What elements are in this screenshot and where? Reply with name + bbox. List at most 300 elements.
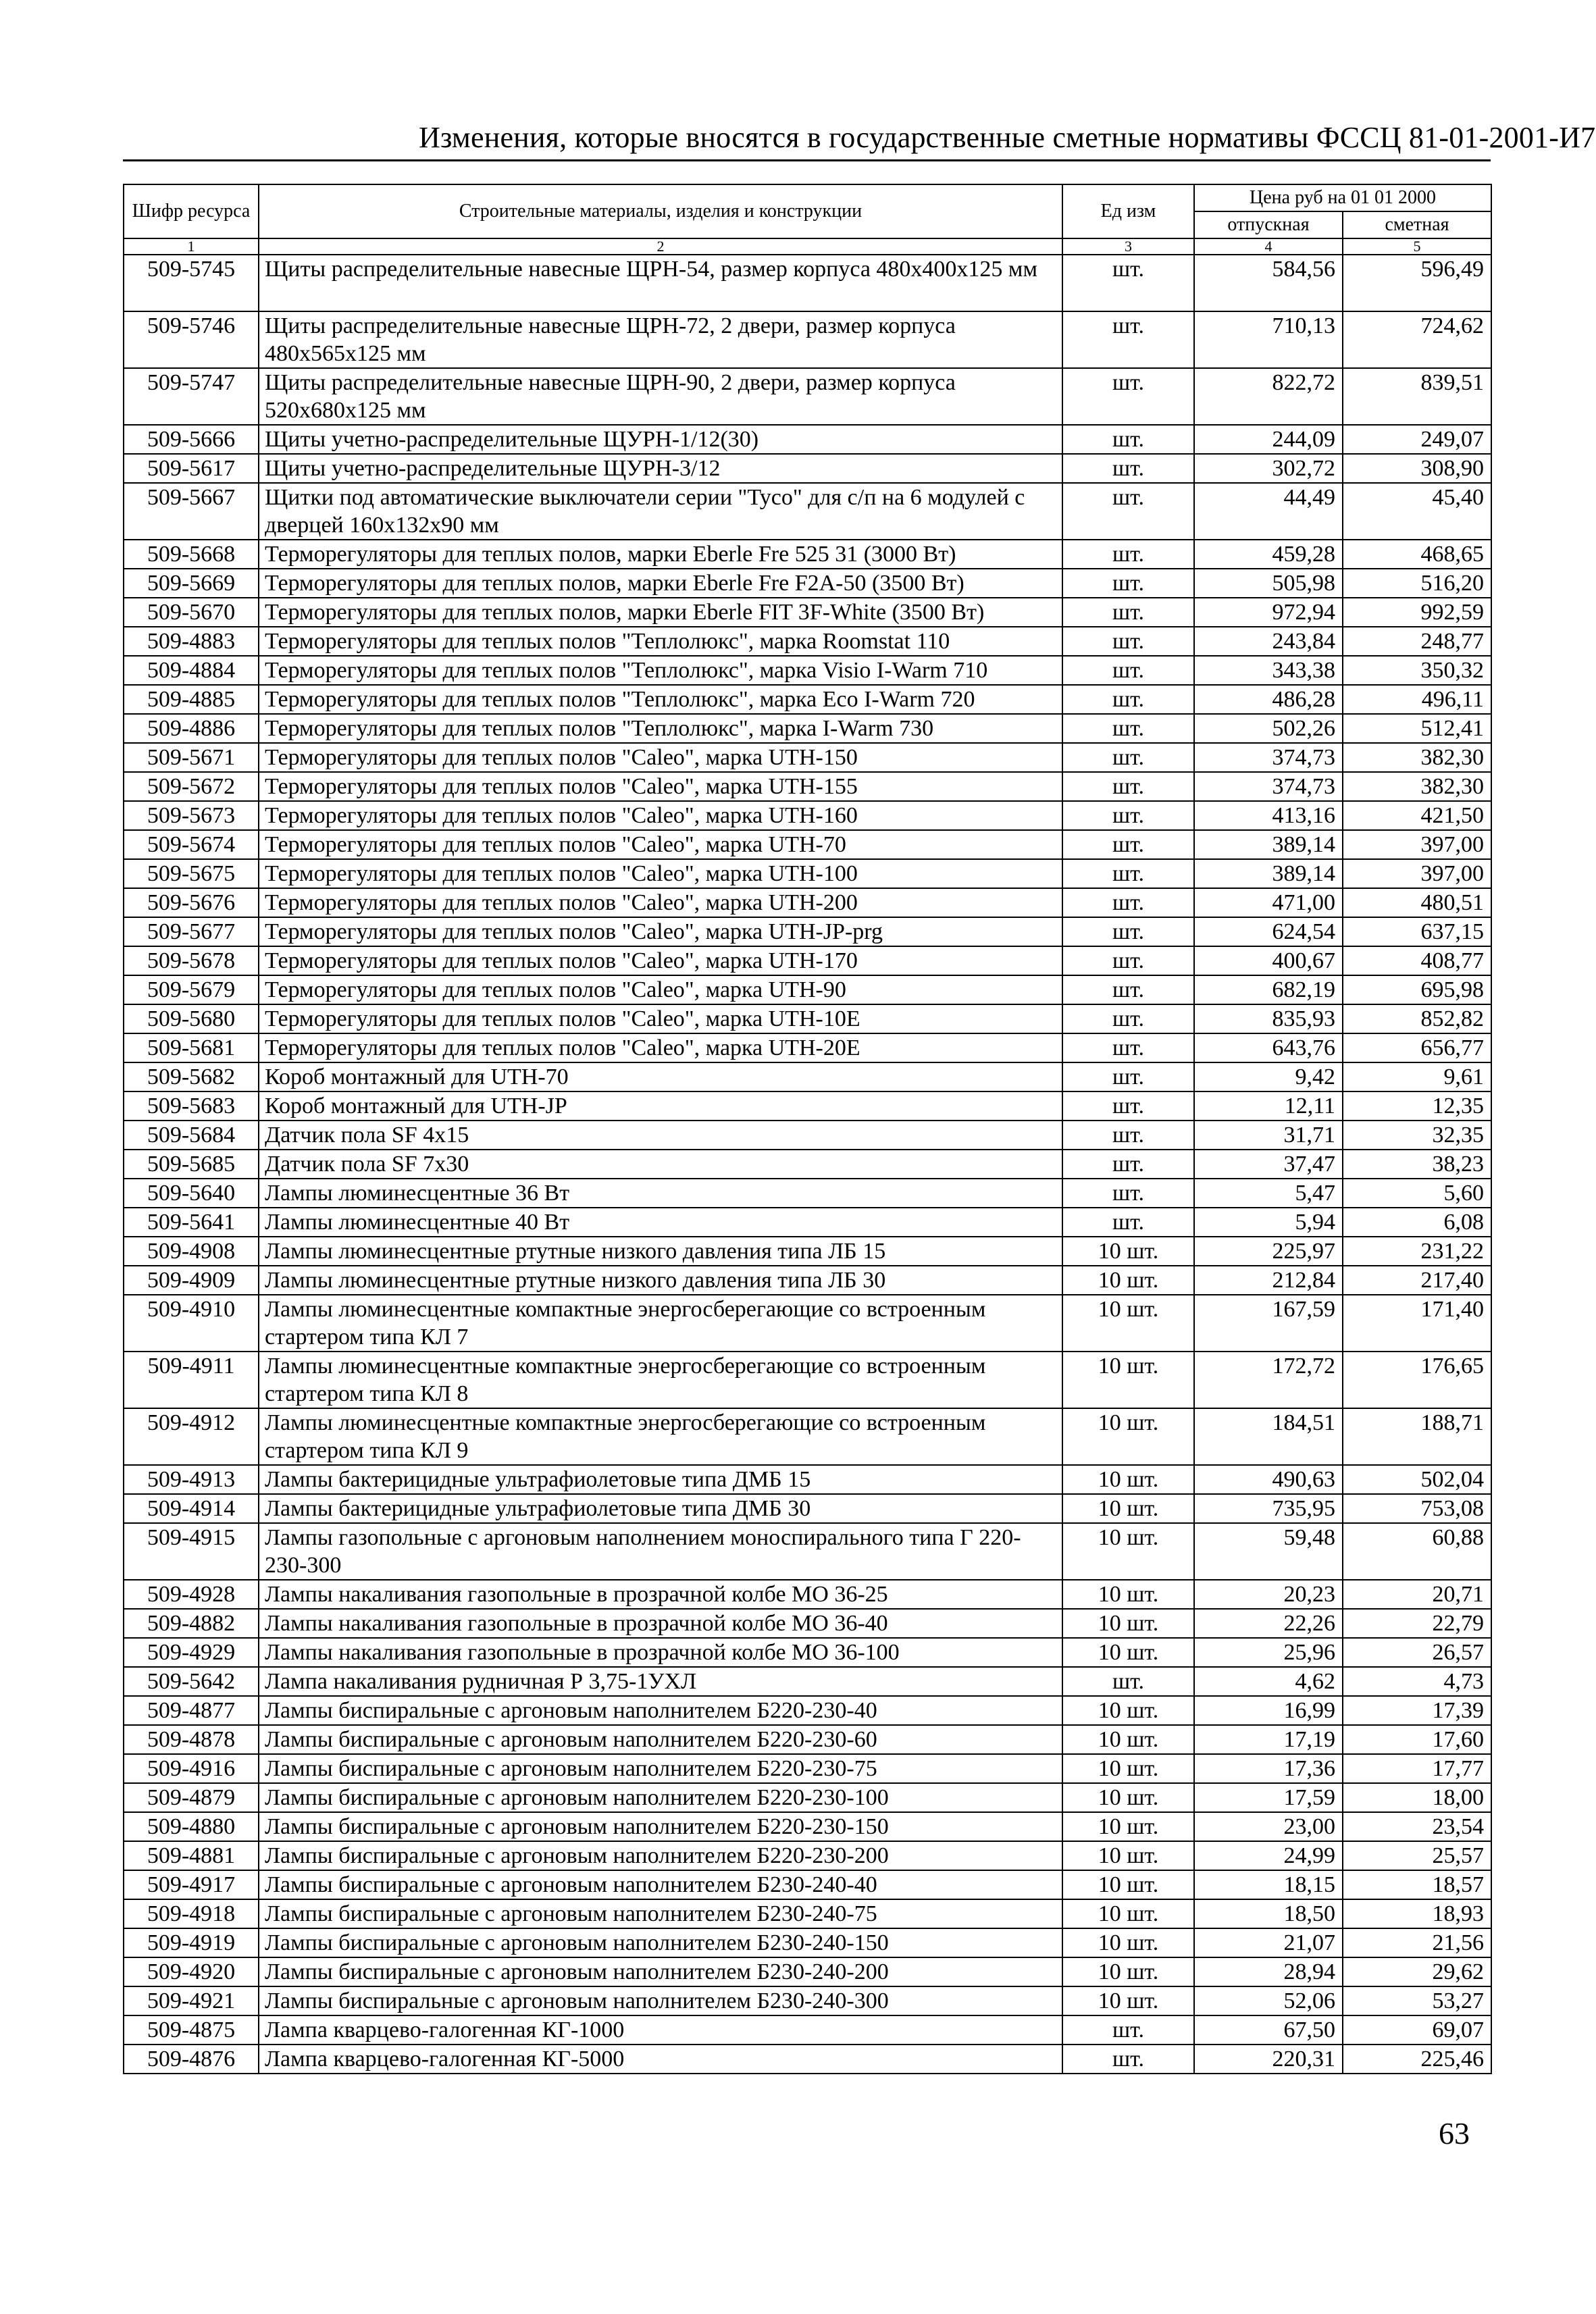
unit-cell: 10 шт. <box>1062 1899 1194 1928</box>
col-header-code: Шифр ресурса <box>124 184 259 238</box>
release-price: 28,94 <box>1194 1957 1343 1986</box>
release-price: 972,94 <box>1194 598 1343 627</box>
table-head <box>124 184 1491 255</box>
unit-cell: шт. <box>1062 1004 1194 1033</box>
unit-cell: шт. <box>1062 656 1194 685</box>
release-price: 67,50 <box>1194 2015 1343 2045</box>
estimate-price: 60,88 <box>1343 1523 1491 1580</box>
resource-code: 509-5676 <box>124 888 259 917</box>
resource-code: 509-4928 <box>124 1580 259 1609</box>
release-price: 4,62 <box>1194 1667 1343 1696</box>
table-row <box>124 1004 1491 1033</box>
unit-cell: шт. <box>1062 1179 1194 1208</box>
release-price: 18,50 <box>1194 1899 1343 1928</box>
resource-code: 509-4879 <box>124 1783 259 1812</box>
release-price: 25,96 <box>1194 1638 1343 1667</box>
material-name: Терморегуляторы для теплых полов "Caleo", марка UTH-200 <box>259 888 1062 917</box>
resource-code: 509-4886 <box>124 714 259 743</box>
table-row <box>124 685 1491 714</box>
resource-code: 509-5677 <box>124 917 259 946</box>
table-row <box>124 598 1491 627</box>
unit-cell: 10 шт. <box>1062 1638 1194 1667</box>
estimate-price: 53,27 <box>1343 1986 1491 2015</box>
estimate-price: 248,77 <box>1343 627 1491 656</box>
unit-cell: 10 шт. <box>1062 1494 1194 1523</box>
table-row <box>124 255 1491 311</box>
estimate-price: 176,65 <box>1343 1352 1491 1408</box>
estimate-price: 22,79 <box>1343 1609 1491 1638</box>
material-name: Лампы биспиральные с аргоновым наполнителем Б220-230-60 <box>259 1725 1062 1754</box>
unit-cell: 10 шт. <box>1062 1408 1194 1465</box>
table-row <box>124 656 1491 685</box>
table-row <box>124 1266 1491 1295</box>
release-price: 44,49 <box>1194 483 1343 540</box>
resource-code: 509-5641 <box>124 1208 259 1237</box>
col-index-4: 4 <box>1194 238 1343 255</box>
material-name: Щиты учетно-распределительные ЩУРН-1/12(30) <box>259 425 1062 454</box>
table-row <box>124 425 1491 454</box>
material-name: Лампы биспиральные с аргоновым наполнителем Б230-240-300 <box>259 1986 1062 2015</box>
release-price: 471,00 <box>1194 888 1343 917</box>
release-price: 490,63 <box>1194 1465 1343 1494</box>
estimate-price: 20,71 <box>1343 1580 1491 1609</box>
resource-code: 509-5667 <box>124 483 259 540</box>
resource-code: 509-5747 <box>124 368 259 425</box>
unit-cell: шт. <box>1062 425 1194 454</box>
release-price: 23,00 <box>1194 1812 1343 1841</box>
unit-cell: шт. <box>1062 801 1194 830</box>
col-header-price-group: Цена руб на 01 01 2000 <box>1194 184 1491 211</box>
material-name: Лампы накаливания газопольные в прозрачной колбе МО 36-40 <box>259 1609 1062 1638</box>
unit-cell: 10 шт. <box>1062 1783 1194 1812</box>
resource-code: 509-4921 <box>124 1986 259 2015</box>
table-row <box>124 1899 1491 1928</box>
resource-code: 509-5669 <box>124 569 259 598</box>
table-row <box>124 1179 1491 1208</box>
material-name: Терморегуляторы для теплых полов "Caleo", марка UTH-155 <box>259 772 1062 801</box>
unit-cell: шт. <box>1062 540 1194 569</box>
table-row <box>124 975 1491 1004</box>
estimate-price: 69,07 <box>1343 2015 1491 2045</box>
estimate-price: 17,60 <box>1343 1725 1491 1754</box>
estimate-price: 308,90 <box>1343 454 1491 483</box>
resource-code: 509-4917 <box>124 1870 259 1899</box>
material-name: Терморегуляторы для теплых полов, марки Eberle FIT 3F-White (3500 Вт) <box>259 598 1062 627</box>
table-row <box>124 1580 1491 1609</box>
table-row <box>124 714 1491 743</box>
material-name: Лампы люминесцентные компактные энергосберегающие со встроенным стартером типа КЛ 9 <box>259 1408 1062 1465</box>
resource-code: 509-4882 <box>124 1609 259 1638</box>
table-row <box>124 1465 1491 1494</box>
release-price: 400,67 <box>1194 946 1343 975</box>
estimate-price: 382,30 <box>1343 743 1491 772</box>
unit-cell: 10 шт. <box>1062 1609 1194 1638</box>
resource-code: 509-5681 <box>124 1033 259 1062</box>
table-row <box>124 1352 1491 1408</box>
estimate-price: 382,30 <box>1343 772 1491 801</box>
table-body <box>124 255 1491 2074</box>
table-row <box>124 1609 1491 1638</box>
material-name: Щиты учетно-распределительные ЩУРН-3/12 <box>259 454 1062 483</box>
estimate-price: 753,08 <box>1343 1494 1491 1523</box>
release-price: 624,54 <box>1194 917 1343 946</box>
estimate-price: 25,57 <box>1343 1841 1491 1870</box>
material-name: Терморегуляторы для теплых полов "Caleo", марка UTH-90 <box>259 975 1062 1004</box>
release-price: 52,06 <box>1194 1986 1343 2015</box>
estimate-price: 852,82 <box>1343 1004 1491 1033</box>
unit-cell: шт. <box>1062 1667 1194 1696</box>
estimate-price: 5,60 <box>1343 1179 1491 1208</box>
table-row <box>124 1150 1491 1179</box>
release-price: 502,26 <box>1194 714 1343 743</box>
resource-code: 509-4878 <box>124 1725 259 1754</box>
unit-cell: шт. <box>1062 830 1194 859</box>
material-name: Терморегуляторы для теплых полов, марки Eberle Fre F2A-50 (3500 Вт) <box>259 569 1062 598</box>
release-price: 584,56 <box>1194 255 1343 311</box>
release-price: 459,28 <box>1194 540 1343 569</box>
material-name: Датчик пола SF 4х15 <box>259 1121 1062 1150</box>
table-row <box>124 1812 1491 1841</box>
table-row <box>124 1928 1491 1957</box>
unit-cell: шт. <box>1062 743 1194 772</box>
resource-code: 509-5680 <box>124 1004 259 1033</box>
material-name: Терморегуляторы для теплых полов "Caleo", марка UTH-100 <box>259 859 1062 888</box>
material-name: Щиты распределительные навесные ЩРН-54, размер корпуса 480х400х125 мм <box>259 255 1062 311</box>
table-row <box>124 627 1491 656</box>
table-row <box>124 946 1491 975</box>
table-row <box>124 540 1491 569</box>
unit-cell: шт. <box>1062 859 1194 888</box>
material-name: Щиты распределительные навесные ЩРН-90, 2 двери, размер корпуса 520х680х125 мм <box>259 368 1062 425</box>
resource-code: 509-4884 <box>124 656 259 685</box>
estimate-price: 23,54 <box>1343 1812 1491 1841</box>
estimate-price: 516,20 <box>1343 569 1491 598</box>
unit-cell: шт. <box>1062 311 1194 368</box>
release-price: 17,36 <box>1194 1754 1343 1783</box>
release-price: 343,38 <box>1194 656 1343 685</box>
release-price: 505,98 <box>1194 569 1343 598</box>
table-row <box>124 569 1491 598</box>
unit-cell: шт. <box>1062 714 1194 743</box>
unit-cell: шт. <box>1062 368 1194 425</box>
table-row <box>124 2045 1491 2074</box>
estimate-price: 408,77 <box>1343 946 1491 975</box>
material-name: Терморегуляторы для теплых полов "Caleo", марка UTH-170 <box>259 946 1062 975</box>
material-name: Лампы люминесцентные компактные энергосберегающие со встроенным стартером типа КЛ 7 <box>259 1295 1062 1352</box>
material-name: Лампы люминесцентные 36 Вт <box>259 1179 1062 1208</box>
estimate-price: 18,93 <box>1343 1899 1491 1928</box>
material-name: Лампы биспиральные с аргоновым наполнителем Б220-230-100 <box>259 1783 1062 1812</box>
unit-cell: 10 шт. <box>1062 1754 1194 1783</box>
release-price: 413,16 <box>1194 801 1343 830</box>
resource-code: 509-4875 <box>124 2015 259 2045</box>
material-name: Лампа кварцево-галогенная КГ-5000 <box>259 2045 1062 2074</box>
release-price: 822,72 <box>1194 368 1343 425</box>
unit-cell: шт. <box>1062 1208 1194 1237</box>
unit-cell: шт. <box>1062 627 1194 656</box>
estimate-price: 724,62 <box>1343 311 1491 368</box>
resource-code: 509-5683 <box>124 1091 259 1121</box>
estimate-price: 231,22 <box>1343 1237 1491 1266</box>
table-row <box>124 1062 1491 1091</box>
resource-code: 509-4911 <box>124 1352 259 1408</box>
unit-cell: 10 шт. <box>1062 1465 1194 1494</box>
table-row <box>124 1121 1491 1150</box>
release-price: 59,48 <box>1194 1523 1343 1580</box>
estimate-price: 38,23 <box>1343 1150 1491 1179</box>
table-row <box>124 830 1491 859</box>
col-header-unit: Ед изм <box>1062 184 1194 238</box>
release-price: 9,42 <box>1194 1062 1343 1091</box>
table-row <box>124 454 1491 483</box>
col-index-2: 2 <box>259 238 1062 255</box>
resource-code: 509-5746 <box>124 311 259 368</box>
unit-cell: 10 шт. <box>1062 1266 1194 1295</box>
unit-cell: шт. <box>1062 888 1194 917</box>
unit-cell: 10 шт. <box>1062 1870 1194 1899</box>
col-header-estimate-price: сметная <box>1343 211 1491 238</box>
page-header: Изменения, которые вносятся в государственные сметные нормативы ФССЦ 81-01-2001-И7 <box>419 121 1596 154</box>
resource-code: 509-5745 <box>124 255 259 311</box>
material-name: Лампа накаливания рудничная Р 3,75-1УХЛ <box>259 1667 1062 1696</box>
estimate-price: 397,00 <box>1343 830 1491 859</box>
estimate-price: 637,15 <box>1343 917 1491 946</box>
material-name: Терморегуляторы для теплых полов "Теплолюкс", марка I-Warm 730 <box>259 714 1062 743</box>
unit-cell: 10 шт. <box>1062 1725 1194 1754</box>
unit-cell: 10 шт. <box>1062 1352 1194 1408</box>
release-price: 710,13 <box>1194 311 1343 368</box>
release-price: 682,19 <box>1194 975 1343 1004</box>
table-row <box>124 2015 1491 2045</box>
header-rule <box>123 159 1491 161</box>
table-row <box>124 1841 1491 1870</box>
release-price: 374,73 <box>1194 772 1343 801</box>
material-name: Короб монтажный для UTH-JP <box>259 1091 1062 1121</box>
resource-code: 509-4880 <box>124 1812 259 1841</box>
unit-cell: шт. <box>1062 569 1194 598</box>
resource-code: 509-5640 <box>124 1179 259 1208</box>
release-price: 486,28 <box>1194 685 1343 714</box>
table-row <box>124 1696 1491 1725</box>
unit-cell: шт. <box>1062 2045 1194 2074</box>
resource-code: 509-4883 <box>124 627 259 656</box>
resource-code: 509-5679 <box>124 975 259 1004</box>
unit-cell: 10 шт. <box>1062 1696 1194 1725</box>
estimate-price: 21,56 <box>1343 1928 1491 1957</box>
estimate-price: 512,41 <box>1343 714 1491 743</box>
table-row <box>124 1667 1491 1696</box>
resource-code: 509-5675 <box>124 859 259 888</box>
resource-code: 509-4912 <box>124 1408 259 1465</box>
material-name: Щитки под автоматические выключатели серии "Tyco" для с/п на 6 модулей с дверцей 160х132х90 мм <box>259 483 1062 540</box>
unit-cell: 10 шт. <box>1062 1523 1194 1580</box>
release-price: 22,26 <box>1194 1609 1343 1638</box>
release-price: 172,72 <box>1194 1352 1343 1408</box>
release-price: 389,14 <box>1194 830 1343 859</box>
table-row <box>124 1091 1491 1121</box>
unit-cell: шт. <box>1062 2015 1194 2045</box>
unit-cell: шт. <box>1062 1033 1194 1062</box>
resource-code: 509-4918 <box>124 1899 259 1928</box>
resource-code: 509-4920 <box>124 1957 259 1986</box>
release-price: 735,95 <box>1194 1494 1343 1523</box>
release-price: 18,15 <box>1194 1870 1343 1899</box>
resource-code: 509-4913 <box>124 1465 259 1494</box>
material-name: Лампы биспиральные с аргоновым наполнителем Б220-230-75 <box>259 1754 1062 1783</box>
resource-code: 509-4919 <box>124 1928 259 1957</box>
col-index-3: 3 <box>1062 238 1194 255</box>
estimate-price: 6,08 <box>1343 1208 1491 1237</box>
estimate-price: 45,40 <box>1343 483 1491 540</box>
resource-code: 509-4876 <box>124 2045 259 2074</box>
unit-cell: шт. <box>1062 255 1194 311</box>
table-row <box>124 483 1491 540</box>
resource-code: 509-5685 <box>124 1150 259 1179</box>
col-index-5: 5 <box>1343 238 1491 255</box>
resource-code: 509-5674 <box>124 830 259 859</box>
estimate-price: 32,35 <box>1343 1121 1491 1150</box>
material-name: Лампы биспиральные с аргоновым наполнителем Б220-230-150 <box>259 1812 1062 1841</box>
unit-cell: 10 шт. <box>1062 1812 1194 1841</box>
unit-cell: шт. <box>1062 1091 1194 1121</box>
estimate-price: 249,07 <box>1343 425 1491 454</box>
table-row <box>124 859 1491 888</box>
table-row <box>124 311 1491 368</box>
table-row <box>124 1638 1491 1667</box>
estimate-price: 171,40 <box>1343 1295 1491 1352</box>
material-name: Лампы люминесцентные ртутные низкого давления типа ЛБ 30 <box>259 1266 1062 1295</box>
estimate-price: 12,35 <box>1343 1091 1491 1121</box>
release-price: 24,99 <box>1194 1841 1343 1870</box>
unit-cell: шт. <box>1062 685 1194 714</box>
estimate-price: 839,51 <box>1343 368 1491 425</box>
unit-cell: 10 шт. <box>1062 1928 1194 1957</box>
unit-cell: шт. <box>1062 1062 1194 1091</box>
material-name: Лампы биспиральные с аргоновым наполнителем Б230-240-150 <box>259 1928 1062 1957</box>
unit-cell: 10 шт. <box>1062 1580 1194 1609</box>
estimate-price: 9,61 <box>1343 1062 1491 1091</box>
release-price: 37,47 <box>1194 1150 1343 1179</box>
release-price: 220,31 <box>1194 2045 1343 2074</box>
col-header-name: Строительные материалы, изделия и конструкции <box>259 184 1062 238</box>
resource-code: 509-4877 <box>124 1696 259 1725</box>
unit-cell: шт. <box>1062 946 1194 975</box>
unit-cell: шт. <box>1062 1150 1194 1179</box>
material-name: Лампы биспиральные с аргоновым наполнителем Б230-240-200 <box>259 1957 1062 1986</box>
material-name: Терморегуляторы для теплых полов "Caleo", марка UTH-70 <box>259 830 1062 859</box>
material-name: Лампы накаливания газопольные в прозрачной колбе МО 36-25 <box>259 1580 1062 1609</box>
resource-code: 509-5671 <box>124 743 259 772</box>
resource-code: 509-4915 <box>124 1523 259 1580</box>
release-price: 21,07 <box>1194 1928 1343 1957</box>
release-price: 20,23 <box>1194 1580 1343 1609</box>
estimate-price: 468,65 <box>1343 540 1491 569</box>
resource-code: 509-4916 <box>124 1754 259 1783</box>
resource-code: 509-5672 <box>124 772 259 801</box>
estimate-price: 18,57 <box>1343 1870 1491 1899</box>
estimate-price: 596,49 <box>1343 255 1491 311</box>
resource-code: 509-5617 <box>124 454 259 483</box>
release-price: 5,47 <box>1194 1179 1343 1208</box>
unit-cell: шт. <box>1062 454 1194 483</box>
material-name: Лампы газопольные с аргоновым наполнением моноспирального типа Г 220-230-300 <box>259 1523 1062 1580</box>
table-row <box>124 1033 1491 1062</box>
release-price: 243,84 <box>1194 627 1343 656</box>
resource-code: 509-5673 <box>124 801 259 830</box>
material-name: Лампы люминесцентные компактные энергосберегающие со встроенным стартером типа КЛ 8 <box>259 1352 1062 1408</box>
material-name: Лампы биспиральные с аргоновым наполнителем Б220-230-200 <box>259 1841 1062 1870</box>
estimate-price: 397,00 <box>1343 859 1491 888</box>
estimate-price: 496,11 <box>1343 685 1491 714</box>
table-row <box>124 1295 1491 1352</box>
release-price: 643,76 <box>1194 1033 1343 1062</box>
table-row <box>124 1870 1491 1899</box>
resource-code: 509-4929 <box>124 1638 259 1667</box>
table-row <box>124 1957 1491 1986</box>
unit-cell: 10 шт. <box>1062 1295 1194 1352</box>
material-name: Лампы биспиральные с аргоновым наполнителем Б230-240-75 <box>259 1899 1062 1928</box>
material-name: Терморегуляторы для теплых полов, марки Eberle Fre 525 31 (3000 Вт) <box>259 540 1062 569</box>
material-name: Терморегуляторы для теплых полов "Caleo", марка UTH-160 <box>259 801 1062 830</box>
estimate-price: 17,77 <box>1343 1754 1491 1783</box>
material-name: Лампы люминесцентные 40 Вт <box>259 1208 1062 1237</box>
release-price: 16,99 <box>1194 1696 1343 1725</box>
resource-code: 509-4910 <box>124 1295 259 1352</box>
resource-code: 509-4908 <box>124 1237 259 1266</box>
resource-code: 509-5666 <box>124 425 259 454</box>
material-name: Лампы люминесцентные ртутные низкого давления типа ЛБ 15 <box>259 1237 1062 1266</box>
estimate-price: 217,40 <box>1343 1266 1491 1295</box>
estimate-price: 350,32 <box>1343 656 1491 685</box>
resource-code: 509-5670 <box>124 598 259 627</box>
unit-cell: шт. <box>1062 917 1194 946</box>
resource-code: 509-5678 <box>124 946 259 975</box>
table-row <box>124 772 1491 801</box>
material-name: Терморегуляторы для теплых полов "Caleo", марка UTH-150 <box>259 743 1062 772</box>
resource-code: 509-5642 <box>124 1667 259 1696</box>
resource-code: 509-4885 <box>124 685 259 714</box>
material-name: Терморегуляторы для теплых полов "Caleo", марка UTH-20E <box>259 1033 1062 1062</box>
release-price: 184,51 <box>1194 1408 1343 1465</box>
table-row <box>124 1725 1491 1754</box>
table-row <box>124 1408 1491 1465</box>
unit-cell: шт. <box>1062 772 1194 801</box>
material-name: Терморегуляторы для теплых полов "Теплолюкс", марка Eco I-Warm 720 <box>259 685 1062 714</box>
material-name: Щиты распределительные навесные ЩРН-72, 2 двери, размер корпуса 480х565х125 мм <box>259 311 1062 368</box>
col-index-1: 1 <box>124 238 259 255</box>
estimate-price: 480,51 <box>1343 888 1491 917</box>
estimate-price: 17,39 <box>1343 1696 1491 1725</box>
estimate-price: 18,00 <box>1343 1783 1491 1812</box>
page-number: 63 <box>1439 2116 1470 2151</box>
release-price: 167,59 <box>1194 1295 1343 1352</box>
table-row <box>124 743 1491 772</box>
table-row <box>124 1237 1491 1266</box>
estimate-price: 4,73 <box>1343 1667 1491 1696</box>
release-price: 835,93 <box>1194 1004 1343 1033</box>
price-table <box>123 184 1492 2074</box>
table-row <box>124 1523 1491 1580</box>
estimate-price: 656,77 <box>1343 1033 1491 1062</box>
resource-code: 509-5684 <box>124 1121 259 1150</box>
material-name: Лампы бактерицидные ультрафиолетовые типа ДМБ 15 <box>259 1465 1062 1494</box>
unit-cell: 10 шт. <box>1062 1841 1194 1870</box>
material-name: Лампа кварцево-галогенная КГ-1000 <box>259 2015 1062 2045</box>
unit-cell: 10 шт. <box>1062 1957 1194 1986</box>
estimate-price: 26,57 <box>1343 1638 1491 1667</box>
col-header-release-price: отпускная <box>1194 211 1343 238</box>
release-price: 225,97 <box>1194 1237 1343 1266</box>
